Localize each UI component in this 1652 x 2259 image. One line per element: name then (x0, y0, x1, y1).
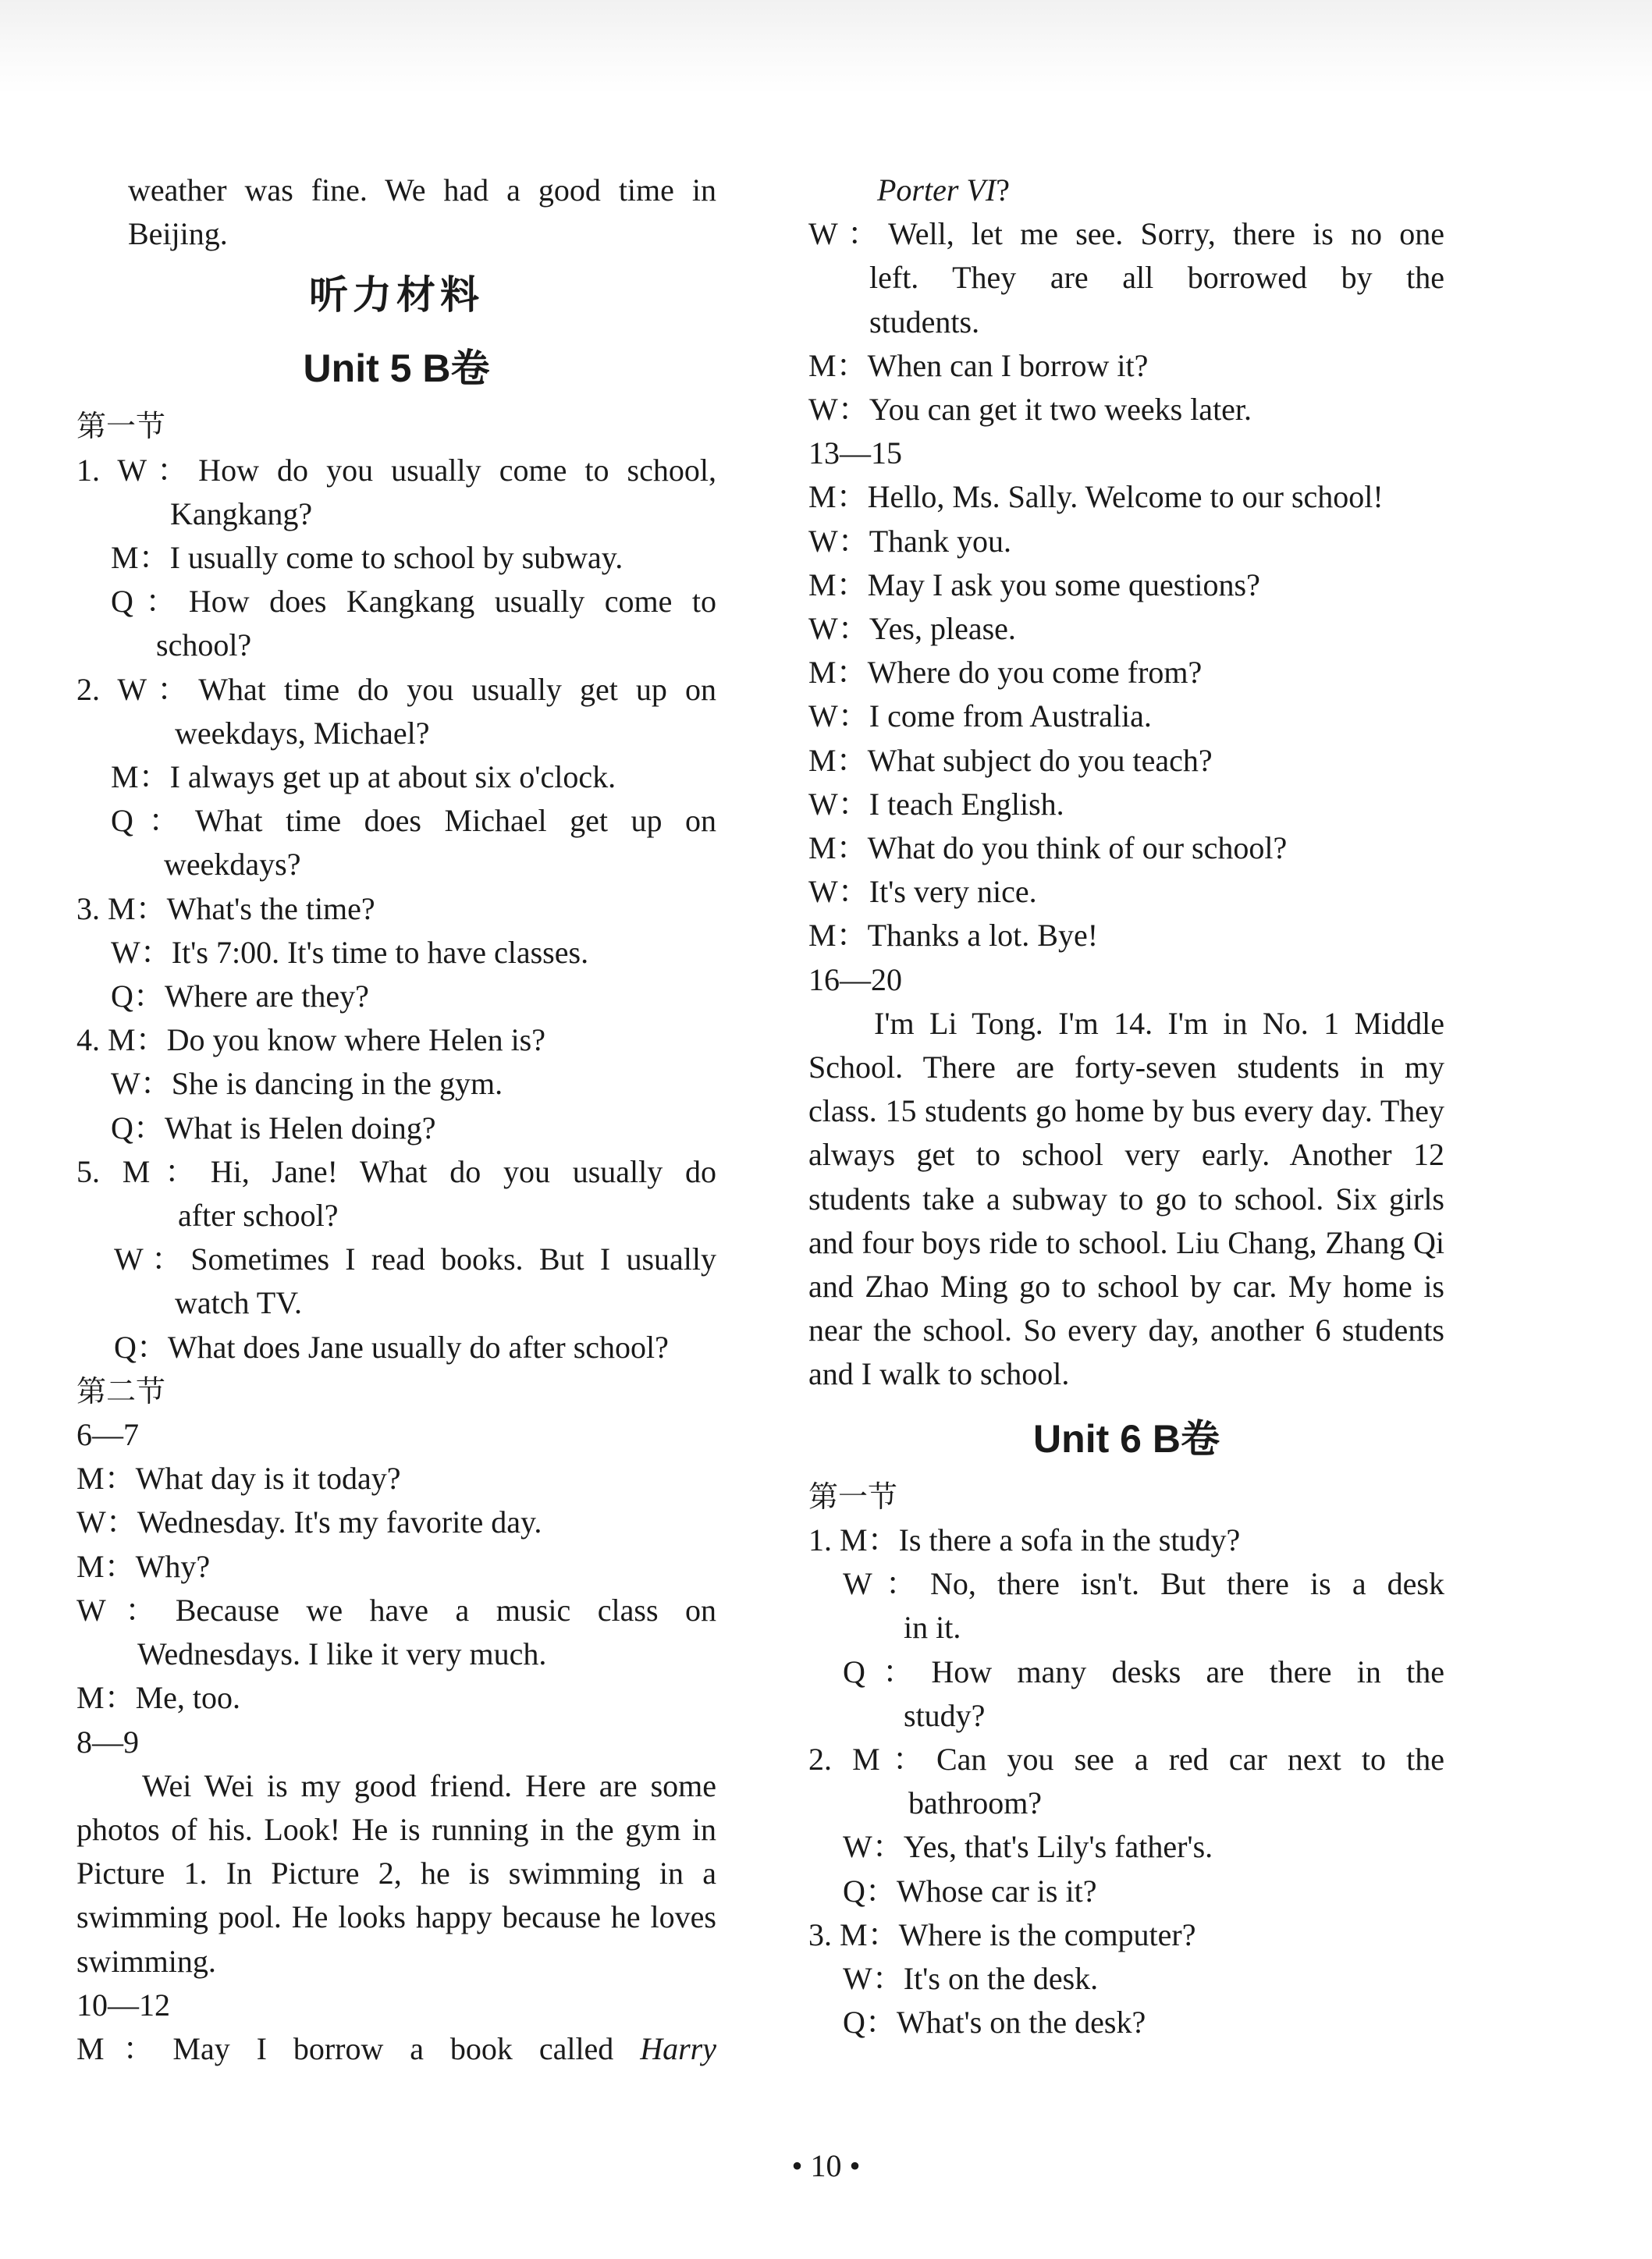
range-10-12: 10—12 (76, 1987, 170, 2023)
u6-q1-line: study? (904, 1697, 986, 1733)
passage-8-9: Wei Wei is my good friend. Here are some photos of his. Look! He is running in the gym in Picture 1. In Picture 2, he is swimming in a swimming pool. He looks happy because he loves swimming. (76, 1767, 724, 1979)
dialog-line: M：Why? (76, 1548, 211, 1584)
u6-q3-line: 3. M：Where is the computer? (808, 1916, 1196, 1952)
book-title-italic: Porter VI (877, 172, 997, 208)
dialog-line: left. They are all borrowed by the (869, 260, 1444, 296)
u5-q1-line: Q：How does Kangkang usually come to (111, 584, 716, 620)
u5-q1-line: M：I usually come to school by subway. (111, 540, 623, 576)
u5-q1-line: Kangkang? (170, 495, 313, 531)
u6-q3-line: W：It's on the desk. (843, 1960, 1099, 1996)
dialog-line: M：What subject do you teach? (808, 742, 1213, 778)
dialog-line: W：I come from Australia. (808, 698, 1152, 734)
dialog-line: W：Because we have a music class on (76, 1592, 716, 1628)
passage-16-20: I'm Li Tong. I'm 14. I'm in No. 1 Middle School. There are forty-seven students in my class. 15 students go home by bus every day. They always get to school very early. Another 12 students take a subway to go to school. Six girls and four boys ride to school. Liu Chang, Zhang Qi and Zhao Ming go to school by car. My home is near the school. So every day, another 6 students and I walk to school. (808, 1005, 1452, 1392)
dialog-line: M：What day is it today? (76, 1461, 401, 1497)
u6-q2-line: W：Yes, that's Lily's father's. (843, 1829, 1213, 1865)
dialog-line: students. (869, 304, 980, 339)
dialog-line: M：Thanks a lot. Bye! (808, 918, 1099, 954)
u6-q1-line: in it. (904, 1610, 961, 1646)
dialog-line (76, 2027, 716, 2071)
range-16-20: 16—20 (808, 961, 902, 997)
right-column (808, 169, 1452, 2044)
part1-heading: 第一节 (808, 1479, 898, 1514)
dialog-line: M：What do you think of our school? (808, 830, 1288, 866)
u5-q4-line: W：She is dancing in the gym. (111, 1066, 503, 1102)
u5-q2-line: 2. W：What time do you usually get up on (76, 671, 716, 707)
dialog-line: M：Hello, Ms. Sally. Welcome to our school! (808, 479, 1384, 515)
dialog-line: W：Wednesday. It's my favorite day. (76, 1504, 542, 1540)
dialog-line: M：May I ask you some questions? (808, 567, 1260, 602)
part1-heading: 第一节 (76, 409, 166, 444)
intro-line-2: Beijing. (128, 216, 228, 252)
range-8-9: 8—9 (76, 1724, 139, 1760)
dialog-line: W：Thank you. (808, 523, 1011, 559)
u5-q5-line: 5. M：Hi, Jane! What do you usually do (76, 1153, 716, 1189)
u5-q2-line: M：I always get up at about six o'clock. (111, 759, 616, 795)
range-13-15: 13—15 (808, 435, 902, 471)
u5-q4-line: 4. M：Do you know where Helen is? (76, 1022, 545, 1058)
u5-q3-line: 3. M：What's the time? (76, 890, 375, 926)
dialog-line (808, 169, 1444, 212)
section-title: 听力材料 (309, 272, 484, 318)
dialog-line: W：It's very nice. (808, 874, 1037, 910)
range-6-7: 6—7 (76, 1417, 139, 1453)
dialog-line: Wednesdays. I like it very much. (137, 1636, 547, 1672)
dialog-line: M：Where do you come from? (808, 655, 1203, 691)
u6-q2-line: 2. M：Can you see a red car next to the (808, 1741, 1444, 1777)
dialog-line: W：Yes, please. (808, 611, 1016, 647)
u6-q2-line: Q：Whose car is it? (843, 1873, 1097, 1909)
u5-q2-line: Q：What time does Michael get up on (111, 803, 716, 839)
u5-q1-line: school? (156, 627, 252, 663)
dialog-text: M：May I borrow a book called (76, 2030, 641, 2066)
unit5-title: Unit 5 B卷 (303, 346, 490, 391)
part2-heading: 第二节 (76, 1373, 166, 1408)
left-column (76, 169, 724, 2071)
u5-q4-line: Q：What is Helen doing? (111, 1110, 436, 1145)
book-title-italic: Harry (640, 2030, 716, 2066)
u5-q5-line: Q：What does Jane usually do after school? (114, 1329, 669, 1365)
dialog-text: ? (996, 172, 1010, 208)
intro-line-1: weather was fine. We had a good time in (128, 172, 716, 208)
u5-q3-line: W：It's 7:00. It's time to have classes. (111, 934, 589, 970)
dialog-line: W：Well, let me see. Sorry, there is no one (808, 216, 1444, 252)
u6-q2-line: bathroom? (908, 1785, 1043, 1821)
u5-q2-line: weekdays? (164, 847, 301, 883)
u6-q3-line: Q：What's on the desk? (843, 2005, 1146, 2041)
u5-q1-line: 1. W：How do you usually come to school, (76, 452, 716, 488)
page-number: • 10 • (791, 2148, 861, 2183)
u5-q2-line: weekdays, Michael? (175, 715, 430, 751)
u5-q5-line: W：Sometimes I read books. But I usually (114, 1241, 716, 1277)
u6-q1-line: W：No, there isn't. But there is a desk (843, 1566, 1444, 1602)
unit6-title: Unit 6 B卷 (1033, 1416, 1220, 1461)
u5-q5-line: after school? (178, 1198, 339, 1234)
dialog-line: M：Me, too. (76, 1680, 240, 1716)
u6-q1-line: Q：How many desks are there in the (843, 1653, 1444, 1689)
dialog-line: W：I teach English. (808, 786, 1064, 822)
dialog-line: W：You can get it two weeks later. (808, 392, 1252, 428)
dialog-line: M：When can I borrow it? (808, 347, 1149, 383)
u6-q1-line: 1. M：Is there a sofa in the study? (808, 1522, 1241, 1558)
u5-q3-line: Q：Where are they? (111, 979, 369, 1014)
u5-q5-line: watch TV. (175, 1285, 302, 1321)
